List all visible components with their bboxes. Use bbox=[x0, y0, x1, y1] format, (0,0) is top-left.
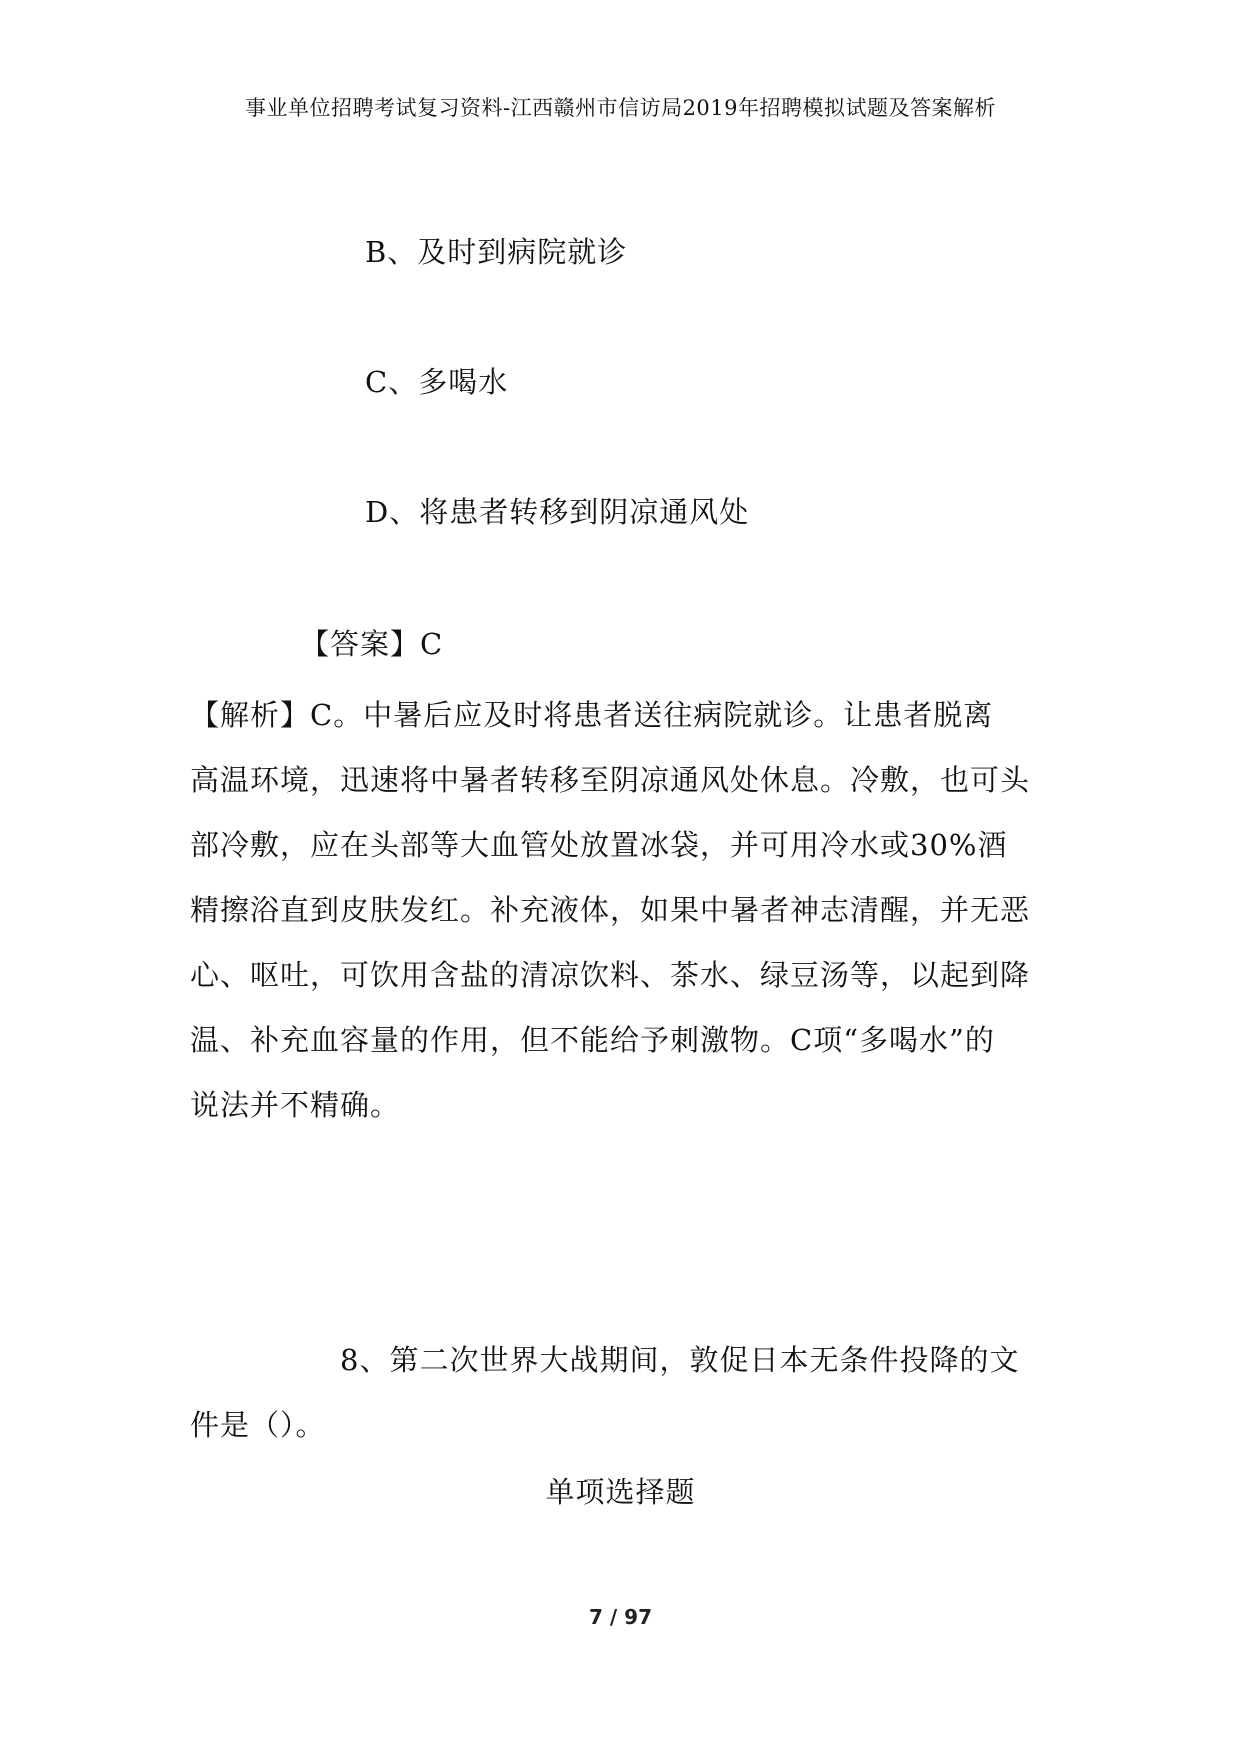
option-c: C、多喝水 bbox=[365, 365, 509, 399]
question-line: 件是（）。 bbox=[190, 1408, 326, 1442]
analysis-line: 高温环境，迅速将中暑者转移至阴凉通风处休息。冷敷，也可头 bbox=[190, 763, 1031, 797]
option-d: D、将患者转移到阴凉通风处 bbox=[365, 495, 750, 529]
question-line: 8、第二次世界大战期间，敦促日本无条件投降的文 bbox=[340, 1343, 1020, 1377]
page-number: 7 / 97 bbox=[589, 1605, 652, 1629]
answer-label: 【答案】C bbox=[300, 627, 444, 661]
analysis-paragraph bbox=[190, 683, 1056, 1138]
question-8 bbox=[190, 1328, 1056, 1458]
analysis-line: 温、补充血容量的作用，但不能给予刺激物。C项“多喝水”的 bbox=[190, 1023, 995, 1057]
analysis-line: 精擦浴直到皮肤发红。补充液体，如果中暑者神志清醒，并无恶 bbox=[190, 893, 1031, 927]
analysis-line: 【解析】C。中暑后应及时将患者送往病院就诊。让患者脱离 bbox=[190, 698, 994, 732]
question-type-label: 单项选择题 bbox=[545, 1475, 696, 1509]
page-header: 事业单位招聘考试复习资料-江西赣州市信访局2019年招聘模拟试题及答案解析 bbox=[244, 96, 997, 120]
analysis-line: 部冷敷，应在头部等大血管处放置冰袋，并可用冷水或30%酒 bbox=[190, 828, 1008, 862]
option-b: B、及时到病院就诊 bbox=[365, 235, 628, 269]
analysis-line: 心、呕吐，可饮用含盐的清凉饮料、茶水、绿豆汤等，以起到降 bbox=[190, 958, 1031, 992]
analysis-line: 说法并不精确。 bbox=[190, 1088, 401, 1122]
